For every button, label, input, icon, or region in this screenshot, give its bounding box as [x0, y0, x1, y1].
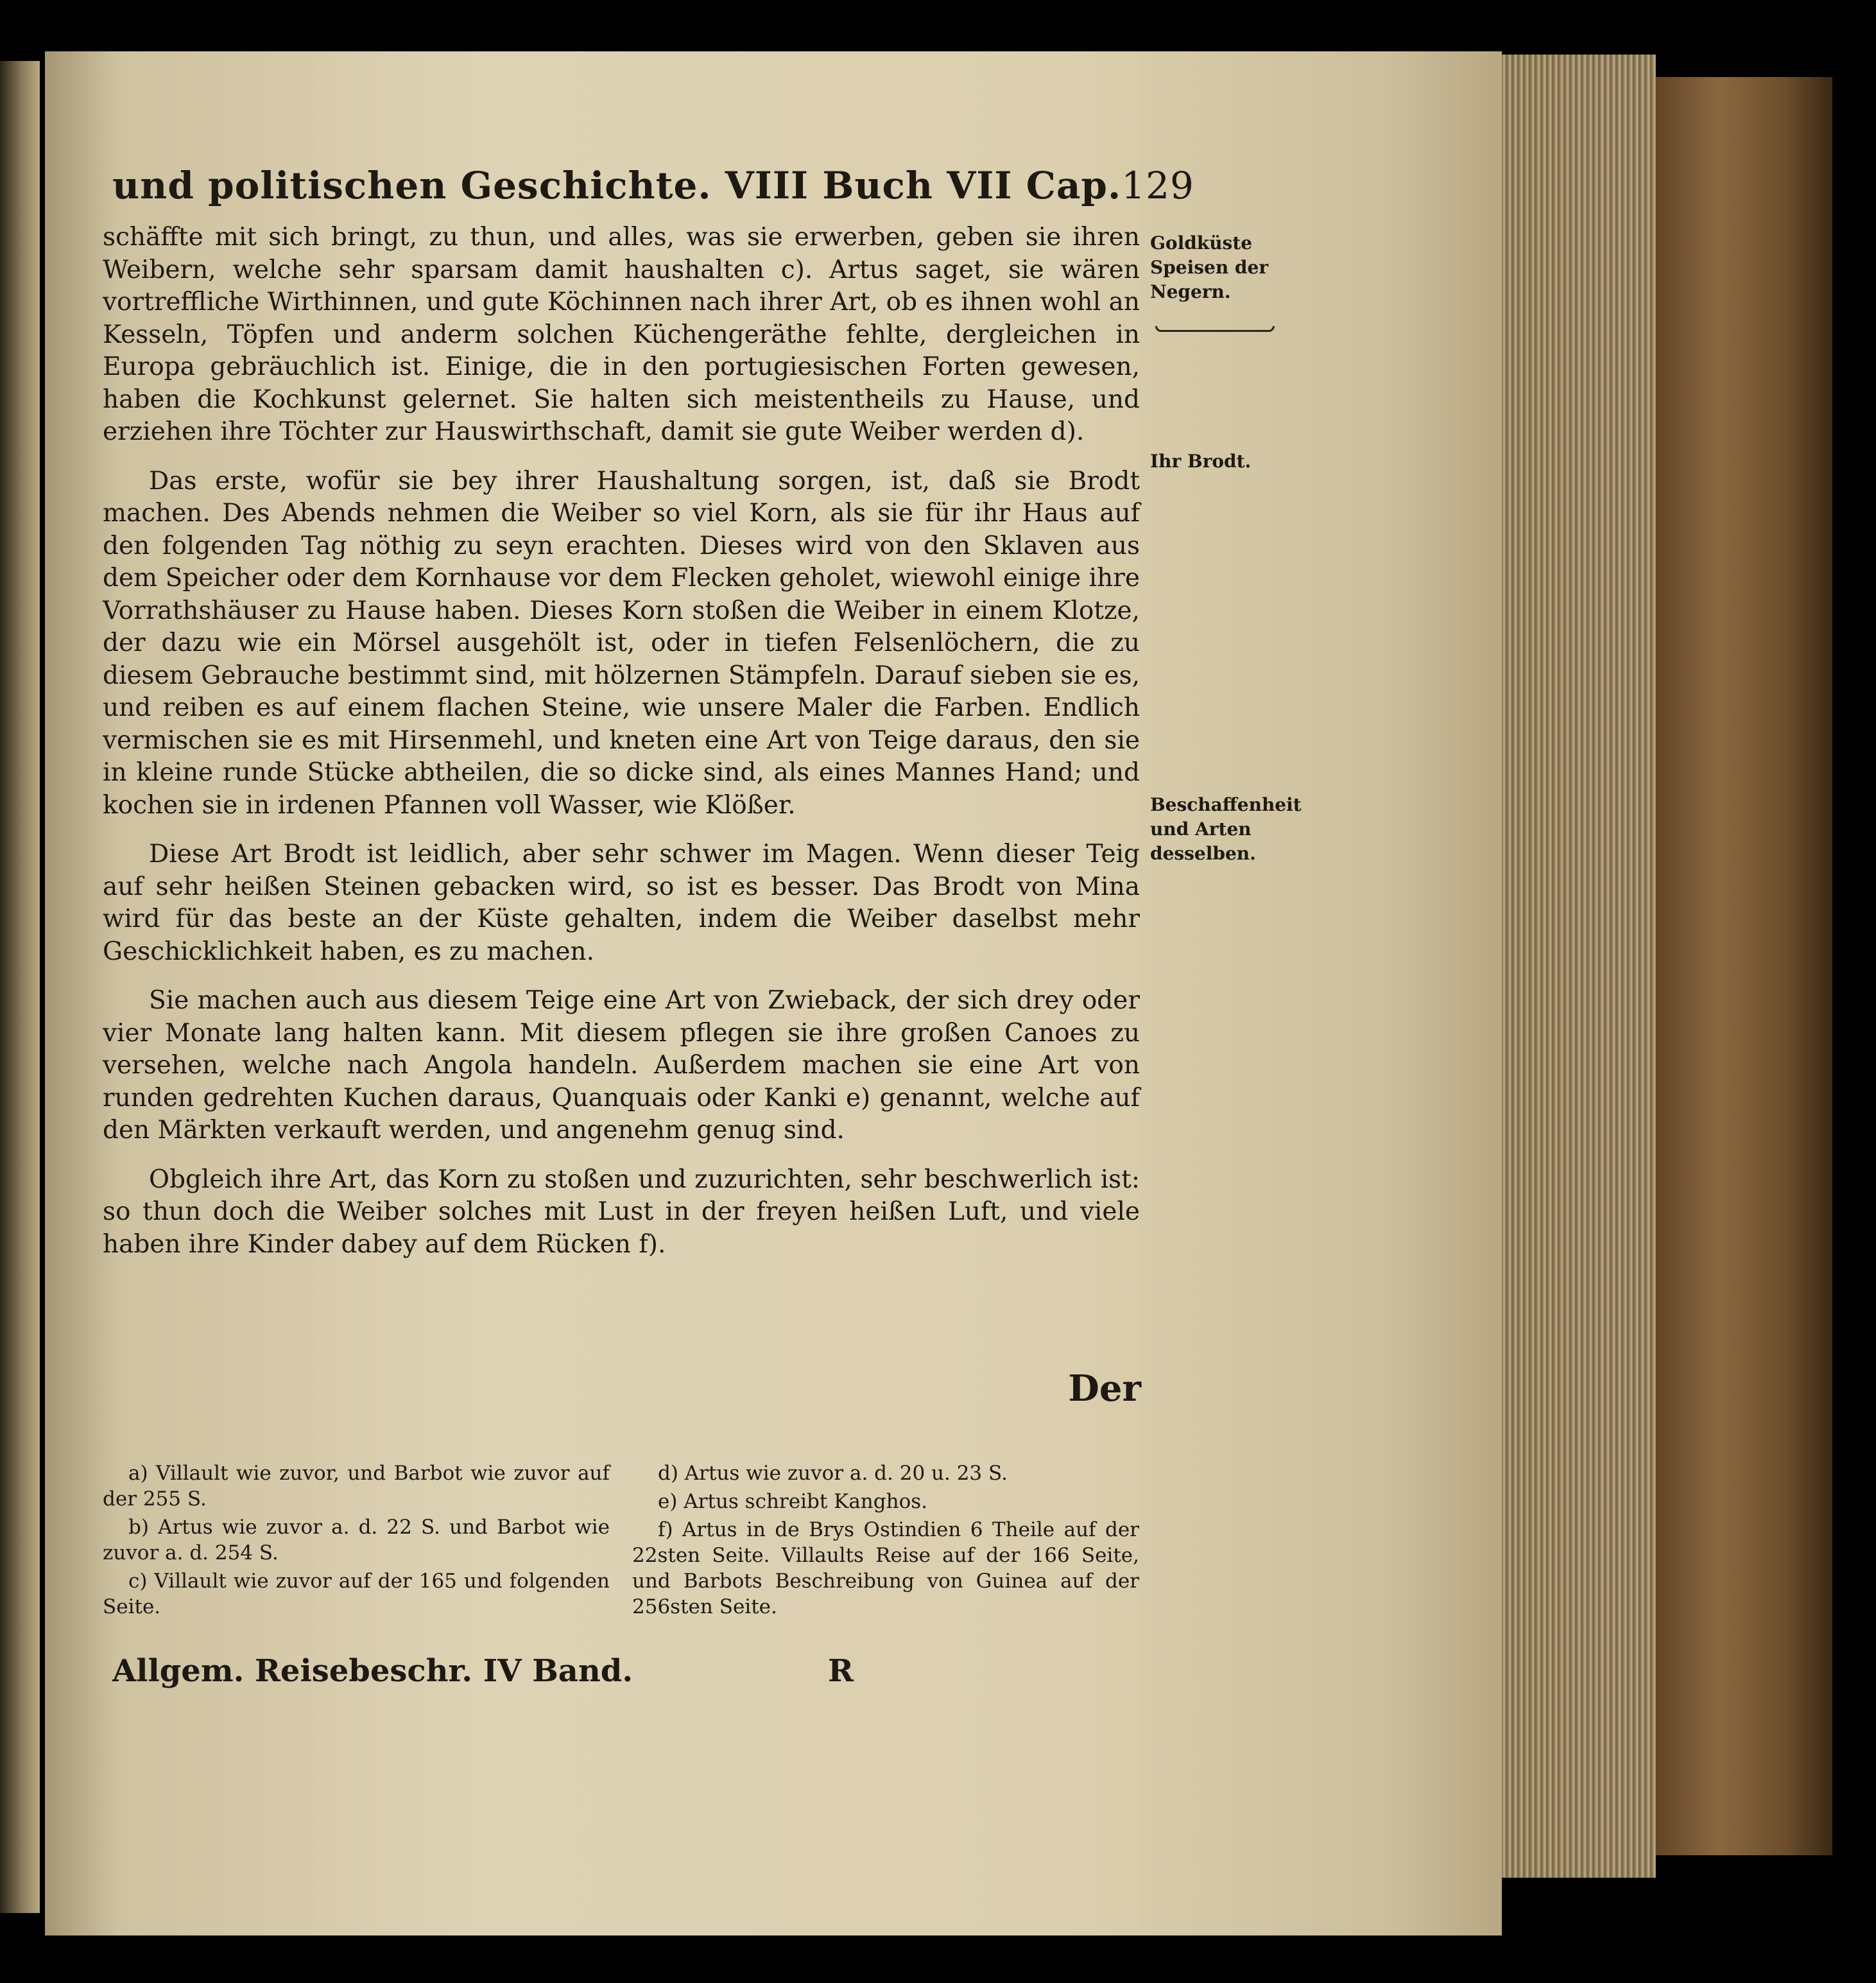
- catchword: Der: [1068, 1367, 1141, 1410]
- paragraph: Das erste, wofür sie bey ihrer Haushaltung sorgen, ist, daß sie Brodt machen. Des Abends nehmen die Weiber so viel Korn, als sie für ihr Haus auf den folgenden Tag nöthig zu seyn erachten. Dieses wird von den Sklaven aus dem Speicher oder dem Kornhause vor dem Flecken geholet, wiewohl einige ihre Vorrathshäuser zu Hause haben. Dieses Korn stoßen die Weiber in einem Klotze, der dazu wie ein Mörsel ausgehölt ist, oder in tiefen Felsenlöchern, die zu diesem Gebrauche bestimmt sind, mit hölzernen Stämpfeln. Darauf sieben sie es, und reiben es auf einem flachen Steine, wie unsere Maler die Farben. Endlich vermischen sie es mit Hirsenmehl, und kneten eine Art von Teige daraus, den sie in kleine runde Stücke abtheilen, die so dicke sind, als eines Mannes Hand; und kochen sie in irdenen Pfannen voll Wasser, wie Klößer.: [103, 466, 1140, 820]
- running-header: [112, 164, 1194, 207]
- paragraph: schäffte mit sich bringt, zu thun, und alles, was sie erwerben, geben sie ihren Weibern, welche sehr sparsam damit haushalten c). Artus saget, sie wären vortreffliche Wirthinnen, und gute Köchinnen nach ihrer Art, ob es ihnen wohl an Kesseln, Töpfen und anderm solchen Küchengeräthe fehlte, dergleichen in Europa gebräuchlich ist. Einige, die in den portugiesischen Forten gewesen, haben die Kochkunst gelernet. Sie halten sich meistentheils zu Hause, und erziehen ihre Töchter zur Hauswirthschaft, damit sie gute Weiber werden d).: [103, 223, 1140, 446]
- paragraph: Sie machen auch aus diesem Teige eine Art von Zwieback, der sich drey oder vier Monate lang halten kann. Mit diesem pflegen sie ihre großen Canoes zu versehen, welche nach Angola handeln. Außerdem machen sie eine Art von runden gedrehten Kuchen daraus, Quanquais oder Kanki e) genannt, welche auf den Märkten verkauft werden, und angenehm genug sind.: [103, 986, 1140, 1145]
- signature-mark: R: [828, 1653, 854, 1689]
- book-cover: [1643, 77, 1832, 1855]
- footnote: d) Artus wie zuvor a. d. 20 u. 23 S.: [658, 1462, 1008, 1485]
- margin-note: Ihr Brodt.: [1150, 451, 1252, 472]
- footnote: b) Artus wie zuvor a. d. 22 S. und Barbot wie zuvor a. d. 254 S.: [103, 1516, 610, 1564]
- paragraph: Diese Art Brodt ist leidlich, aber sehr schwer im Magen. Wenn dieser Teig auf sehr heißen Steinen gebacken wird, so ist es besser. Das Brodt von Mina wird für das beste an der Küste gehalten, indem die Weiber daselbst mehr Geschicklichkeit haben, es zu machen.: [103, 840, 1140, 966]
- footnotes-left: [103, 1460, 610, 1622]
- margin-note: Beschaffenheit und Arten desselben.: [1150, 794, 1302, 864]
- margin-note: Goldküste Speisen der Negern.: [1150, 232, 1269, 302]
- left-page-edge: [0, 61, 40, 1913]
- footnote: e) Artus schreibt Kanghos.: [658, 1490, 927, 1513]
- page-block-edge: [1495, 55, 1656, 1878]
- footnotes-right: [632, 1460, 1139, 1622]
- main-text: [103, 221, 1140, 1277]
- page-number: 129: [1121, 164, 1194, 207]
- footnote: f) Artus in de Brys Ostindien 6 Theile auf der 22sten Seite. Villaults Reise auf der 166 Seite, und Barbots Beschreibung von Guinea auf der 256sten Seite.: [632, 1518, 1139, 1618]
- paragraph: Obgleich ihre Art, das Korn zu stoßen und zuzurichten, sehr beschwerlich ist: so thun doch die Weiber solches mit Lust in der freyen heißen Luft, und viele haben ihre Kinder dabey auf dem Rücken f).: [103, 1165, 1140, 1259]
- signature-title: Allgem. Reisebeschr. IV Band.: [112, 1653, 633, 1689]
- header-title: und politischen Geschichte. VIII Buch VII Cap.: [112, 164, 1122, 207]
- footnote: a) Villault wie zuvor, und Barbot wie zuvor auf der 255 S.: [103, 1462, 610, 1511]
- margin-note-bracket: [1155, 326, 1275, 332]
- footnote: c) Villault wie zuvor auf der 165 und folgenden Seite.: [103, 1570, 610, 1618]
